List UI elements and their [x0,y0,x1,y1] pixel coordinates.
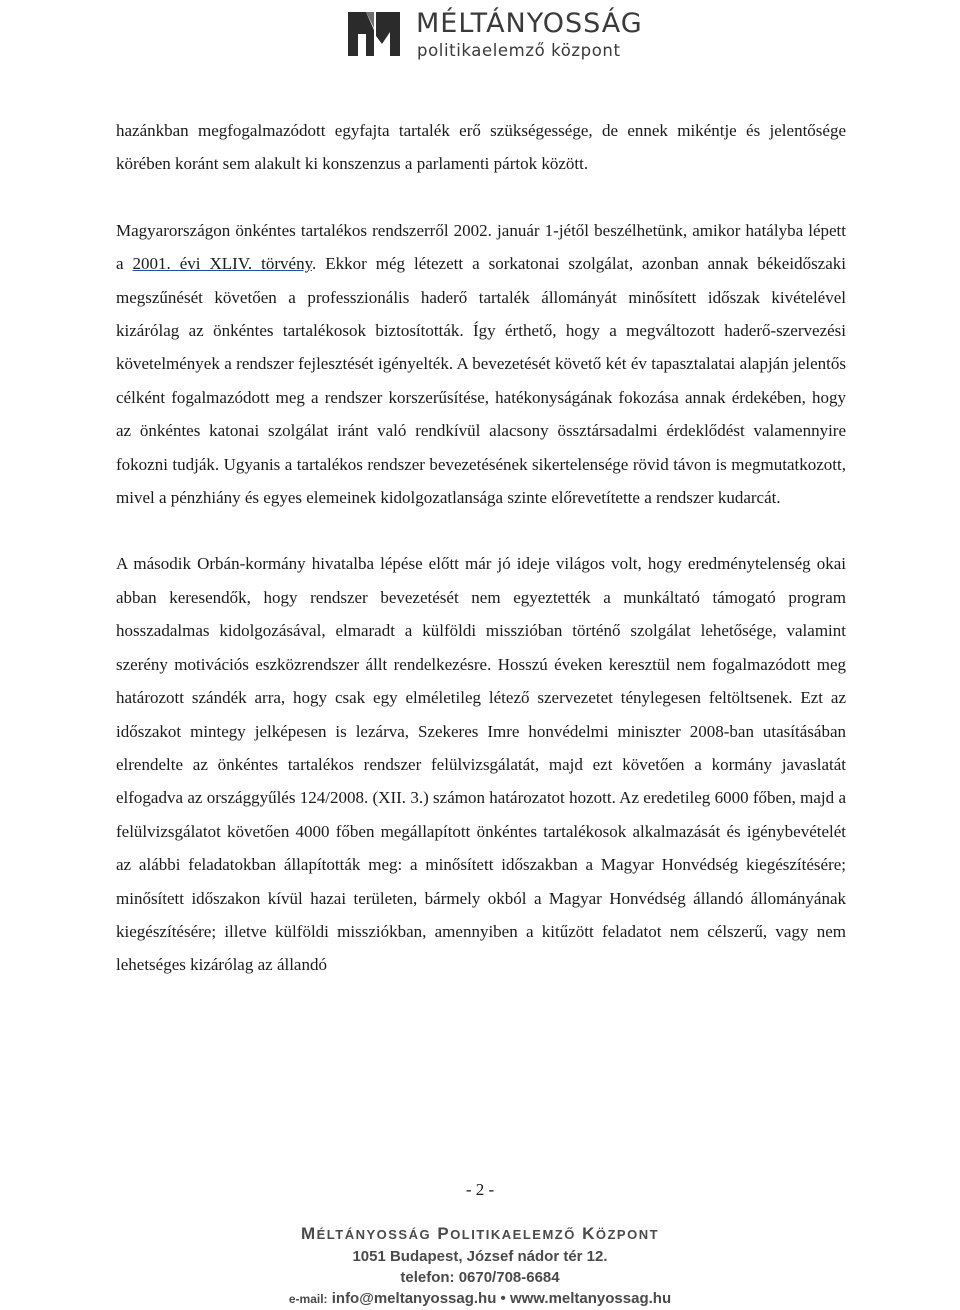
paragraph-2-text-end: . Ekkor még létezett a sorkatonai szolgálat, azonban annak békeidőszaki megszűnését követően a professzionális haderő tartalék állományát minősített időszak kivételével kizárólag az önkéntes tartalékosok biztosították. Így érthető, hogy a megváltozott haderő-szervezési követelmények a rendszer fejlesztését igényelték. A bevezetését követő két év tapasztalatai alapján jelentős célként fogalmazódott meg a rendszer korszerűsítése, hatékonyságának fokozása annak érdekében, hogy az önkéntes katonai szolgálat iránt való rendkívül alacsony össztársadalmi érdeklődést valamennyire fokozni tudják. Ugyanis a tartalékos rendszer bevezetésének sikertelensége rövid távon is megmutatkozott, mivel a pénzhiány és egyes elemeinek kidolgozatlansága szinte előrevetítette a rendszer kudarcát. [116,254,846,508]
meltanyossag-logo-icon [344,6,404,62]
email-label: e-mail: [288,1292,328,1306]
brand-name: MÉLTÁNYOSSÁG [416,8,643,39]
footer [0,1222,960,1309]
law-link[interactable]: 2001. évi XLIV. törvény [132,254,312,274]
footer-phone: telefon: 0670/708-6684 [400,1269,560,1286]
footer-address: 1051 Budapest, József nádor tér 12. [352,1248,608,1265]
paragraph-2 [116,214,846,515]
footer-contact-links[interactable]: info@meltanyossag.hu • www.meltanyossag.hu [331,1290,672,1307]
brand-subtitle: politikaelemző központ [417,41,621,60]
document-body [116,114,846,982]
footer-organization: MÉLTÁNYOSSÁG POLITIKAELEMZŐ KÖZPONT [300,1224,660,1243]
paragraph-3: A második Orbán-kormány hivatalba lépése előtt már jó ideje világos volt, hogy eredménytelenség okai abban keresendők, hogy rendszer bevezetését nem egyeztették a munkáltató támogató program hosszadalmas kidolgozásával, elmaradt a külföldi misszióban történő szolgálat lehetősége, valamint szerény motivációs eszközrendszer állt rendelkezésre. Hosszú éveken keresztül nem fogalmazódott meg határozott szándék arra, hogy csak egy elméletileg létező szervezetet ténylegesen feltöltsenek. Ezt az időszakot mintegy jelképesen is lezárva, Szekeres Imre honvédelmi miniszter 2008-ban utasításában elrendelte az önkéntes tartalékos rendszer felülvizsgálatát, majd ezt követően a kormány javaslatát elfogadva az országgyűlés 124/2008. (XII. 3.) számon határozatot hozott. Az eredetileg 6000 főben, majd a felülvizsgálatot követően 4000 főben megállapított önkéntes tartalékosok alkalmazását és igénybevételét az alábbi feladatokban állapították meg: a minősített időszakban a Magyar Honvédség kiegészítésére; minősített időszakon kívül hazai területen, bármely okból a Magyar Honvédség állandó állományának kiegészítésére; illetve külföldi missziókban, amennyiben a kitűzött feladatot nem célszerű, vagy nem lehetséges kizárólag az állandó [116,554,846,975]
paragraph-2-text-start: Magyarországon önkéntes tartalékos rendszerről 2002. január 1-jétől beszélhetünk, amikor hatályba lépett a [116,220,846,274]
paragraph-1: hazánkban megfogalmazódott egyfajta tartalék erő szükségessége, de ennek mikéntje és jelentősége körében koránt sem alakult ki konszenzus a parlamenti pártok között. [116,121,846,174]
header-logo [344,6,644,62]
footer-contact [0,1288,960,1309]
page-number: - 2 - [465,1180,495,1199]
